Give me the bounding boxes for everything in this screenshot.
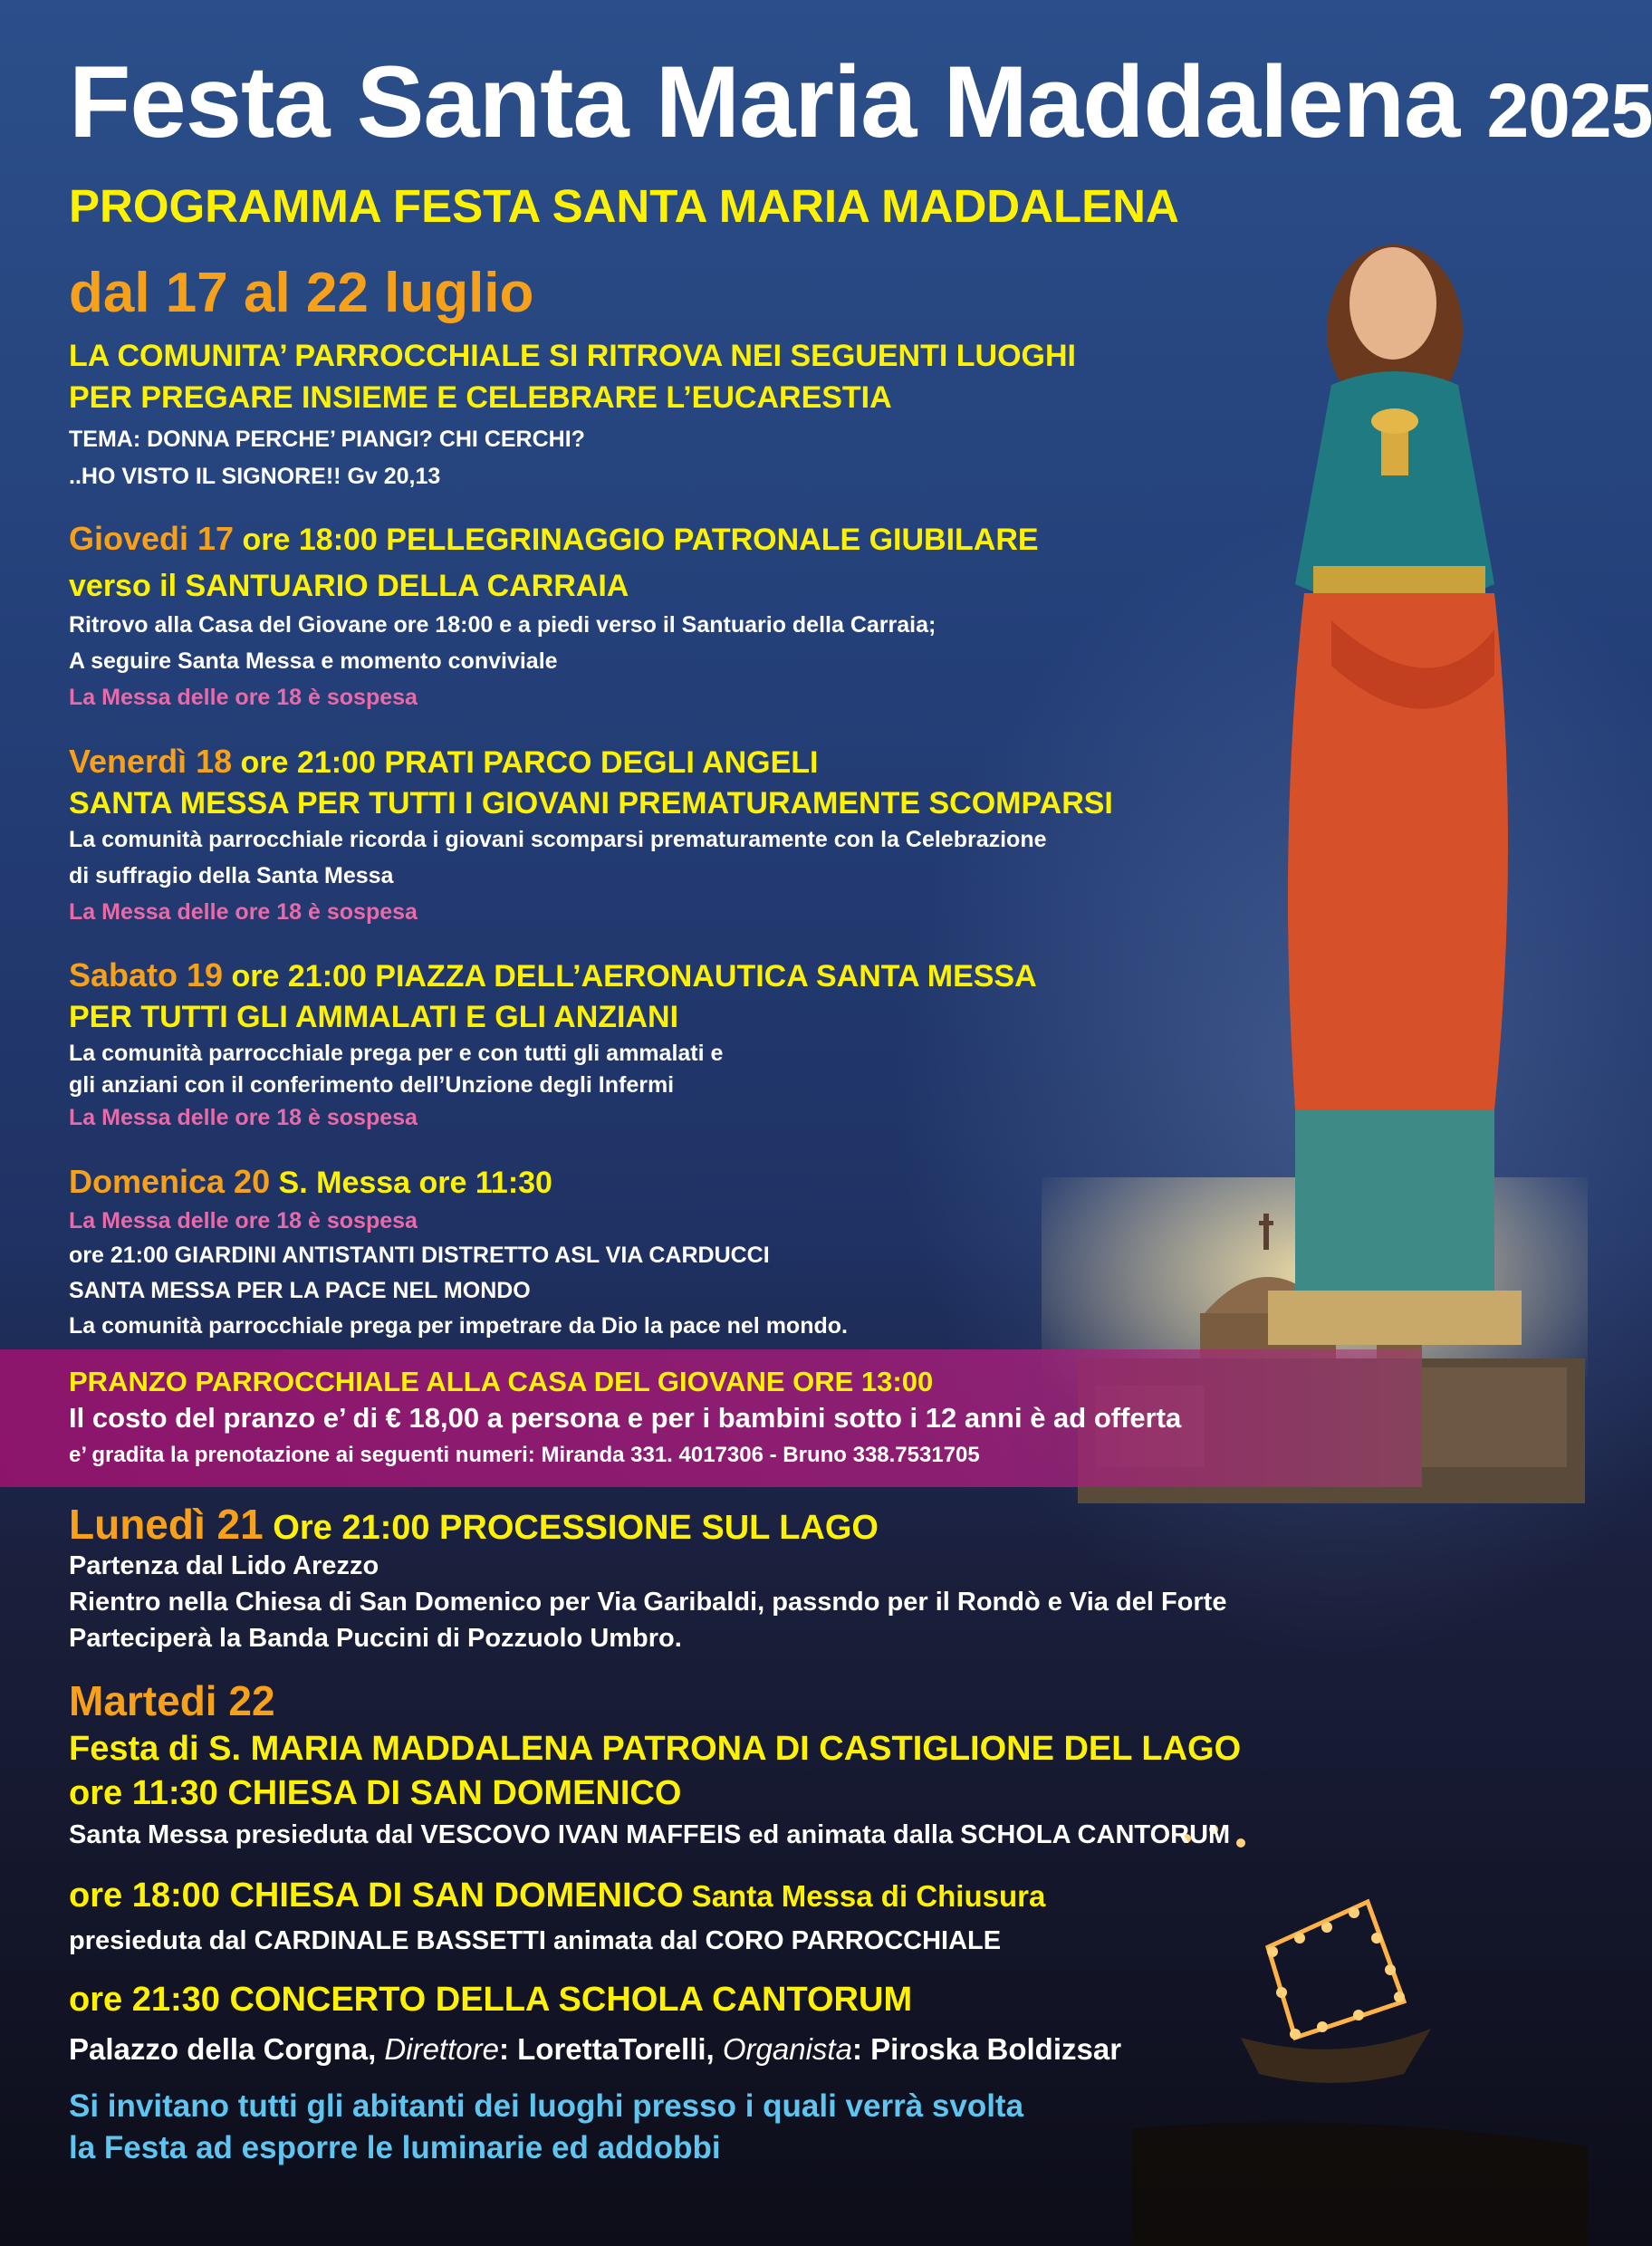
giovedi-head-2: verso il SANTUARIO DELLA CARRAIA xyxy=(69,569,629,603)
intro-line-2: PER PREGARE INSIEME E CELEBRARE L’EUCARESTIA xyxy=(69,380,892,415)
venerdi-desc-2: di suffragio della Santa Messa xyxy=(69,863,394,888)
direttore-label: Direttore xyxy=(384,2032,499,2066)
martedi-head-1: Festa di S. MARIA MADDALENA PATRONA DI CASTIGLIONE DEL LAGO xyxy=(69,1730,1242,1768)
domenica-day: Domenica 20 xyxy=(69,1163,271,1200)
pranzo-heading: PRANZO PARROCCHIALE ALLA CASA DEL GIOVANE ORE 13:00 xyxy=(69,1366,934,1397)
venerdi-note: La Messa delle ore 18 è sospesa xyxy=(69,899,418,925)
venerdi-heading xyxy=(69,743,818,781)
domenica-line-1: ore 21:00 GIARDINI ANTISTANTI DISTRETTO ASL VIA CARDUCCI xyxy=(69,1243,770,1268)
lunedi-day: Lunedì 21 xyxy=(69,1501,264,1548)
poster-title xyxy=(69,43,1652,160)
giovedi-heading xyxy=(69,520,1039,558)
santa-maria-maddalena-statue-illustration xyxy=(1196,204,1594,1372)
sabato-desc-2: gli anziani con il conferimento dell’Unzione degli Infermi xyxy=(69,1072,675,1098)
martedi-head-3 xyxy=(69,1876,1045,1915)
domenica-head-1: S. Messa ore 11:30 xyxy=(270,1166,552,1200)
date-range: dal 17 al 22 luglio xyxy=(69,262,534,324)
sabato-heading xyxy=(69,956,1037,994)
giovedi-head-1: ore 18:00 PELLEGRINAGGIO PATRONALE GIUBILARE xyxy=(234,523,1039,557)
pranzo-cost: Il costo del pranzo e’ di € 18,00 a persona e per i bambini sotto i 12 anni è ad offerta xyxy=(69,1402,1182,1434)
sabato-head-1: ore 21:00 PIAZZA DELL’AERONAUTICA SANTA MESSA xyxy=(223,959,1037,993)
theme-line-1: TEMA: DONNA PERCHE’ PIANGI? CHI CERCHI? xyxy=(69,427,585,452)
martedi-line-3 xyxy=(69,2032,1121,2067)
intro-line-1: LA COMUNITA’ PARROCCHIALE SI RITROVA NEI SEGUENTI LUOGHI xyxy=(69,339,1076,373)
organista-label: Organista xyxy=(722,2032,852,2066)
closing-line-1: Si invitano tutti gli abitanti dei luoghi presso i quali verrà svolta xyxy=(69,2088,1024,2124)
direttore-name: : LorettaTorelli, xyxy=(498,2032,723,2066)
giovedi-desc-1: Ritrovo alla Casa del Giovane ore 18:00 e a piedi verso il Santuario della Carraia; xyxy=(69,612,936,638)
sabato-head-2: PER TUTTI GLI AMMALATI E GLI ANZIANI xyxy=(69,1000,679,1034)
giovedi-day: Giovedi 17 xyxy=(69,520,235,557)
closing-line-2: la Festa ad esporre le luminarie ed addobbi xyxy=(69,2130,721,2165)
program-subtitle: PROGRAMMA FESTA SANTA MARIA MADDALENA xyxy=(69,180,1179,232)
martedi-line-2: presieduta dal CARDINALE BASSETTI animata dal CORO PARROCCHIALE xyxy=(69,1926,1002,1955)
lunedi-line-2: Rientro nella Chiesa di San Domenico per Via Garibaldi, passndo per il Rondò e Via del Forte xyxy=(69,1588,1227,1617)
giovedi-desc-2: A seguire Santa Messa e momento conviviale xyxy=(69,648,558,674)
title-year: 2025 xyxy=(1486,68,1652,153)
venerdi-day: Venerdì 18 xyxy=(69,743,233,780)
lunedi-head-1: Ore 21:00 PROCESSIONE SUL LAGO xyxy=(263,1509,879,1547)
venerdi-head-1: ore 21:00 PRATI PARCO DEGLI ANGELI xyxy=(232,745,819,780)
sabato-desc-1: La comunità parrocchiale prega per e con tutti gli ammalati e xyxy=(69,1041,724,1066)
title-text: Festa Santa Maria Maddalena xyxy=(69,45,1460,158)
martedi-head-4: ore 21:30 CONCERTO DELLA SCHOLA CANTORUM xyxy=(69,1981,913,2019)
sabato-day: Sabato 19 xyxy=(69,956,224,993)
martedi-line-1: Santa Messa presieduta dal VESCOVO IVAN MAFFEIS ed animata dalla SCHOLA CANTORUM xyxy=(69,1820,1231,1849)
lunedi-line-1: Partenza dal Lido Arezzo xyxy=(69,1551,379,1580)
martedi-head-2: ore 11:30 CHIESA DI SAN DOMENICO xyxy=(69,1774,682,1812)
theme-line-2: ..HO VISTO IL SIGNORE!! Gv 20,13 xyxy=(69,464,441,489)
domenica-line-3: La comunità parrocchiale prega per impetrare da Dio la pace nel mondo. xyxy=(69,1313,848,1339)
sabato-note: La Messa delle ore 18 è sospesa xyxy=(69,1105,418,1130)
venerdi-desc-1: La comunità parrocchiale ricorda i giovani scomparsi prematuramente con la Celebrazione xyxy=(69,827,1047,852)
lunedi-line-3: Parteciperà la Banda Puccini di Pozzuolo Umbro. xyxy=(69,1624,682,1653)
domenica-line-2: SANTA MESSA PER LA PACE NEL MONDO xyxy=(69,1278,531,1303)
palazzo-text: Palazzo della Corgna, xyxy=(69,2032,385,2066)
domenica-note: La Messa delle ore 18 è sospesa xyxy=(69,1208,418,1233)
domenica-heading xyxy=(69,1163,552,1201)
venerdi-head-2: SANTA MESSA PER TUTTI I GIOVANI PREMATURAMENTE SCOMPARSI xyxy=(69,786,1113,821)
giovedi-note: La Messa delle ore 18 è sospesa xyxy=(69,685,418,710)
organista-name: : Piroska Boldizsar xyxy=(851,2032,1122,2066)
martedi-head-3b: Santa Messa di Chiusura xyxy=(683,1879,1046,1913)
lunedi-heading xyxy=(69,1500,879,1549)
martedi-head-3a: ore 18:00 CHIESA DI SAN DOMENICO xyxy=(69,1876,684,1915)
martedi-day: Martedi 22 xyxy=(69,1677,275,1724)
pranzo-booking: e’ gradita la prenotazione ai seguenti numeri: Miranda 331. 4017306 - Bruno 338.7531705 xyxy=(69,1443,980,1467)
